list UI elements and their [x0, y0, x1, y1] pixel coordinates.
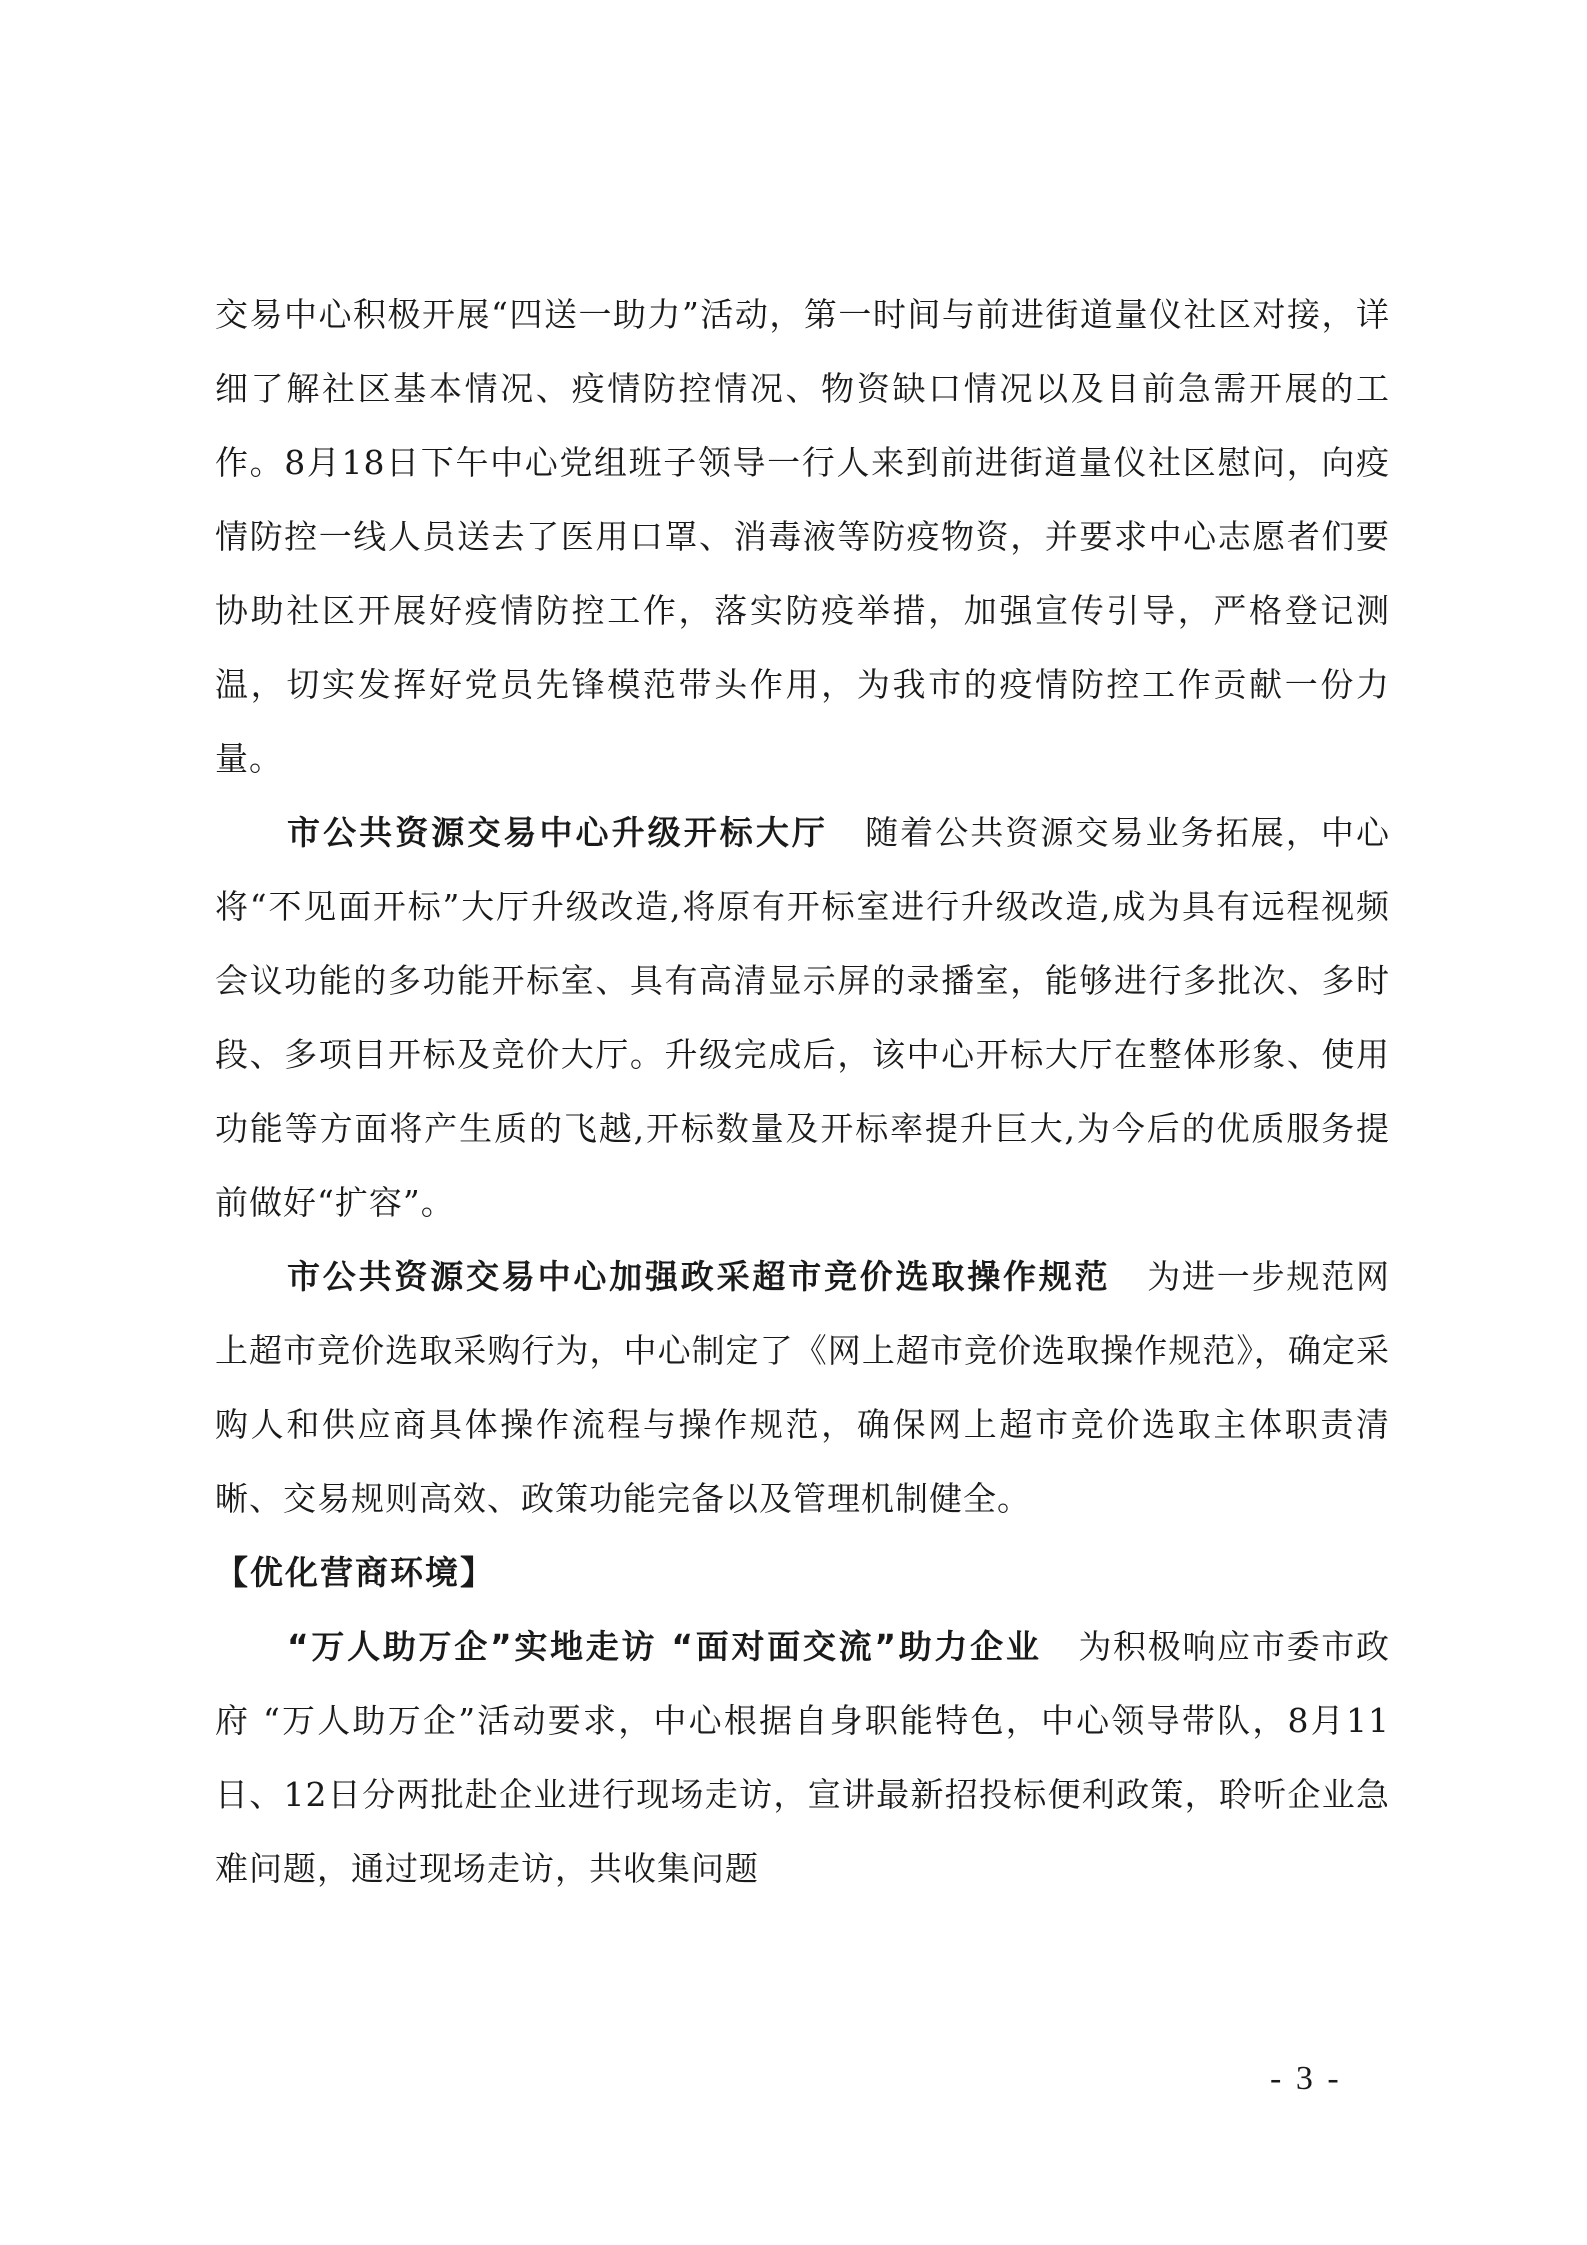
paragraph-heading: “万人助万企”实地走访 “面对面交流”助力企业 [287, 1627, 1042, 1666]
paragraph-heading: 市公共资源交易中心加强政采超市竞价选取操作规范 [287, 1257, 1111, 1296]
paragraph-community-support: 交易中心积极开展“四送一助力”活动，第一时间与前进街道量仪社区对接，详细了解社区基本情况、疫情防控情况、物资缺口情况以及目前急需开展的工作。8月18日下午中心党组班子领导一行人来到前进街道量仪社区慰问，向疫情防控一线人员送去了医用口罩、消毒液等防疫物资，并要求中心志愿者们要协助社区开展好疫情防控工作，落实防疫举措，加强宣传引导，严格登记测温，切实发挥好党员先锋模范带头作用，为我市的疫情防控工作贡献一份力量。 [215, 295, 1390, 778]
paragraph-body: 为积极响应市委市政府 “万人助万企”活动要求，中心根据自身职能特色，中心领导带队，8月11日、12日分两批赴企业进行现场走访，宣讲最新招投标便利政策，聆听企业急难问题，通过现场走访，共收集问题 [215, 1627, 1391, 1888]
paragraph-heading: 市公共资源交易中心升级开标大厅 [287, 813, 828, 852]
document-body [215, 278, 1390, 1906]
paragraph-body: 随着公共资源交易业务拓展，中心将“不见面开标”大厅升级改造,将原有开标室进行升级改造,成为具有远程视频会议功能的多功能开标室、具有高清显示屏的录播室，能够进行多批次、多时段、多项目开标及竞价大厅。升级完成后，该中心开标大厅在整体形象、使用功能等方面将产生质的飞越,开标数量及开标率提升巨大,为今后的优质服务提前做好“扩容”。 [215, 813, 1390, 1222]
page-number: - 3 - [1270, 2060, 1342, 2097]
section-heading-business-environment: 【优化营商环境】 [215, 1553, 495, 1592]
paragraph-procurement-rules [215, 1240, 1390, 1536]
paragraph-bid-hall-upgrade [215, 796, 1390, 1240]
paragraph-body: 为进一步规范网上超市竞价选取采购行为，中心制定了《网上超市竞价选取操作规范》，确定采购人和供应商具体操作流程与操作规范，确保网上超市竞价选取主体职责清晰、交易规则高效、政策功能完备以及管理机制健全。 [215, 1257, 1391, 1518]
paragraph-enterprise-visits [215, 1610, 1390, 1906]
